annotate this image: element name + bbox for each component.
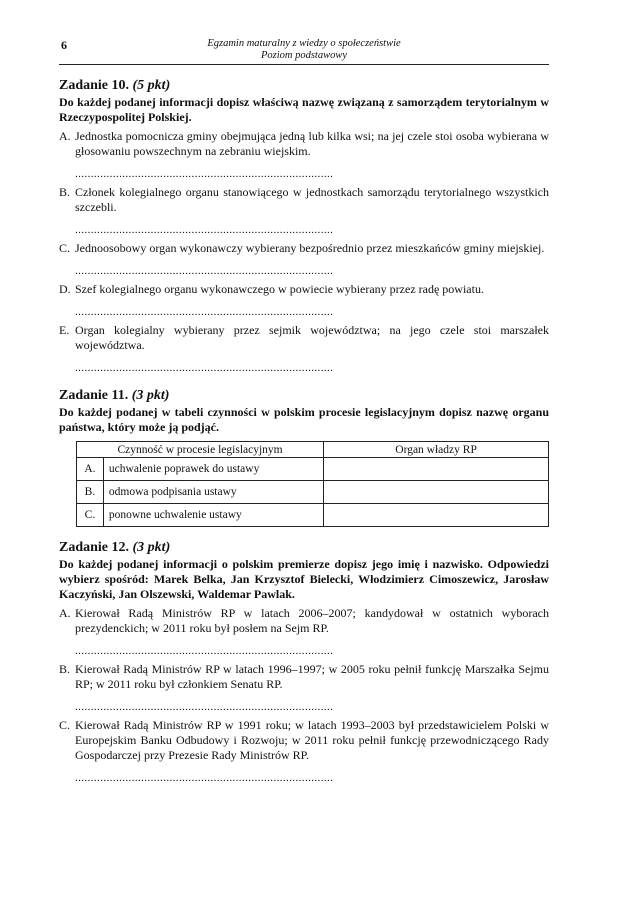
table-header-row [77, 442, 549, 458]
task-11-instruction: Do każdej podanej w tabeli czynności w polskim procesie legislacyjnym dopisz nazwę organu państwa, który może ją podjąć. [59, 405, 549, 434]
table-row [77, 504, 549, 527]
task-10 [59, 77, 549, 375]
page-header [59, 38, 549, 65]
header-line-1: Egzamin maturalny z wiedzy o społeczeństwie [207, 38, 401, 49]
task-10-instruction: Do każdej podanej informacji dopisz właściwą nazwę związaną z samorządem terytorialnym w Rzeczypospolitej Polskiej. [59, 95, 549, 124]
task-10-item-d: D. Szef kolegialnego organu wykonawczego w powiecie wybierany przez radę powiatu. [59, 282, 484, 296]
task-10-item-b: B. Członek kolegialnego organu stanowiącego w jednostkach samorządu terytorialnego wszystkich szczebli. [59, 185, 549, 214]
row-activity: uchwalenie poprawek do ustawy [103, 458, 323, 481]
task-12 [59, 539, 549, 785]
answer-line[interactable]: .................................................................................. [75, 772, 334, 784]
row-letter: B. [77, 481, 104, 504]
task-12-instruction: Do każdej podanej informacji o polskim premierze dopisz jego imię i nazwisko. Odpowiedzi wybierz spośród: Marek Belka, Jan Krzysztof Bielecki, Włodzimierz Cimoszewicz, Jarosław Kaczyński, Jan Olszewski, Waldemar Pawlak. [59, 557, 549, 601]
row-activity: ponowne uchwalenie ustawy [103, 504, 323, 527]
answer-line[interactable]: .................................................................................. [75, 362, 334, 374]
task-12-item-b: B. Kierował Radą Ministrów RP w latach 1996–1997; w 2005 roku pełnił funkcję Marszałka Sejmu RP; w 2011 roku był członkiem Senatu RP. [59, 662, 549, 691]
answer-line[interactable]: .................................................................................. [75, 265, 334, 277]
task-12-title: Zadanie 12. (3 pkt) [59, 540, 171, 555]
header-title [59, 38, 549, 62]
task-12-item-a: A. Kierował Radą Ministrów RP w latach 2006–2007; kandydował w ostatnich wyborach prezydenckich; w 2011 roku był posłem na Sejm RP. [59, 606, 549, 635]
exam-page [59, 38, 549, 785]
answer-line[interactable]: .................................................................................. [75, 168, 334, 180]
task-11 [59, 387, 549, 527]
task-12-item-c: C. Kierował Radą Ministrów RP w 1991 roku; w latach 1993–2003 był przedstawicielem Polski w Europejskim Banku Odbudowy i Rozwoju; w 2011 roku pełnił funkcję przewodniczącego Rady Gospodarczej przy Prezesie Rady Ministrów RP. [59, 718, 549, 762]
organ-answer-cell[interactable] [324, 504, 549, 527]
row-letter: A. [77, 458, 104, 481]
task-11-title: Zadanie 11. (3 pkt) [59, 388, 170, 403]
answer-line[interactable]: .................................................................................. [75, 701, 334, 713]
row-activity: odmowa podpisania ustawy [103, 481, 323, 504]
legislative-table [76, 441, 549, 527]
task-10-title: Zadanie 10. (5 pkt) [59, 78, 171, 93]
answer-line[interactable]: .................................................................................. [75, 306, 334, 318]
col-header-organ: Organ władzy RP [324, 442, 549, 458]
table-row [77, 458, 549, 481]
task-10-item-a: A. Jednostka pomocnicza gminy obejmująca jedną lub kilka wsi; na jej czele stoi osoba wybierana w głosowaniu powszechnym na zebraniu wiejskim. [59, 129, 549, 158]
organ-answer-cell[interactable] [324, 481, 549, 504]
answer-line[interactable]: .................................................................................. [75, 224, 334, 236]
row-letter: C. [77, 504, 104, 527]
task-10-item-c: C. Jednoosobowy organ wykonawczy wybierany bezpośrednio przez mieszkańców gminy miejskiej. [59, 241, 545, 255]
col-header-activity: Czynność w procesie legislacyjnym [77, 442, 324, 458]
organ-answer-cell[interactable] [324, 458, 549, 481]
answer-line[interactable]: .................................................................................. [75, 645, 334, 657]
header-line-2: Poziom podstawowy [260, 50, 348, 61]
table-row [77, 481, 549, 504]
task-10-item-e: E. Organ kolegialny wybierany przez sejmik województwa; na jego czele stoi marszałek województwa. [59, 323, 549, 352]
page-number: 6 [61, 38, 67, 52]
